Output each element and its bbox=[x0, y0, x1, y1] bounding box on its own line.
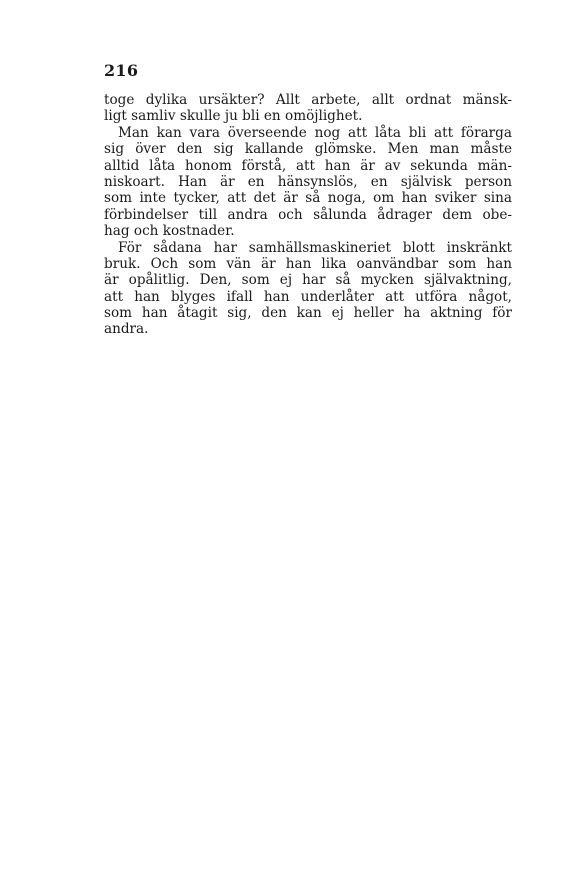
text-line: niskoart. Han är en hänsynslös, en självisk person bbox=[104, 173, 512, 190]
text-line: andra. bbox=[104, 321, 149, 338]
text-line: att han blyges ifall han underlåter att utföra något, bbox=[104, 288, 512, 305]
text-line: För sådana har samhällsmaskineriet blott inskränkt bbox=[118, 239, 512, 256]
text-line: bruk. Och som vän är han lika oanvändbar som han bbox=[104, 255, 512, 272]
text-line: sig över den sig kallande glömske. Men man måste bbox=[104, 141, 512, 158]
text-line: är opålitlig. Den, som ej har så mycken självaktning, bbox=[104, 272, 512, 289]
body-text bbox=[104, 92, 512, 338]
page-number: 216 bbox=[104, 61, 139, 80]
text-line: ligt samliv skulle ju bli en omöjlighet. bbox=[104, 108, 363, 125]
text-line: hag och kostnader. bbox=[104, 223, 235, 240]
text-line: som han åtagit sig, den kan ej heller ha aktning för bbox=[104, 305, 512, 322]
text-line: alltid låta honom förstå, att han är av sekunda män- bbox=[104, 157, 512, 174]
text-line: toge dylika ursäkter? Allt arbete, allt ordnat mänsk- bbox=[104, 92, 512, 108]
text-line: förbindelser till andra och sålunda ådrager dem obe- bbox=[104, 206, 512, 223]
text-line: som inte tycker, att det är så noga, om han sviker sina bbox=[104, 190, 512, 207]
text-line: Man kan vara överseende nog att låta bli att förarga bbox=[118, 124, 512, 141]
